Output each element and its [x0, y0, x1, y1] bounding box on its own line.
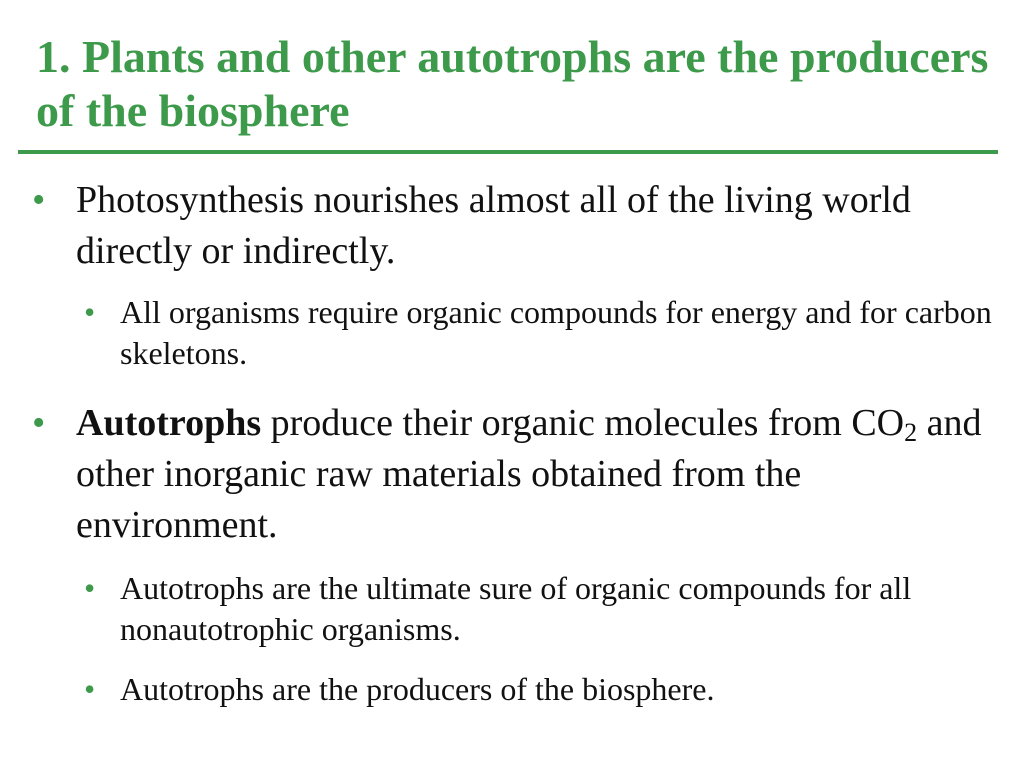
bold-term: Autotrophs	[76, 402, 262, 444]
bullet-marker: •	[32, 402, 46, 444]
sub-bullet-item	[84, 292, 1000, 374]
subscript: 2	[904, 418, 918, 447]
bullet-text: All organisms require organic compounds for energy and for carbon skeletons.	[120, 294, 992, 371]
bullet-item	[32, 175, 1006, 277]
bullet-marker: •	[84, 294, 96, 330]
bullet-text: Autotrophs are the producers of the biosphere.	[120, 671, 715, 707]
bullet-marker: •	[32, 179, 46, 221]
bullet-marker: •	[84, 570, 96, 606]
bullet-text-part: and other inorganic raw materials obtained from the environment.	[76, 402, 982, 546]
bullet-text: Photosynthesis nourishes almost all of the living world directly or indirectly.	[76, 179, 911, 272]
bullet-text-part: produce their organic molecules from CO	[261, 402, 905, 444]
slide-title: 1. Plants and other autotrophs are the producers of the biosphere	[36, 31, 989, 136]
sub-bullet-item	[84, 568, 1000, 650]
title-underline	[18, 150, 998, 154]
sub-bullet-item	[84, 669, 1000, 710]
bullet-item	[32, 398, 1006, 551]
bullet-text: Autotrophs are the ultimate sure of organic compounds for all nonautotrophic organisms.	[120, 570, 912, 647]
bullet-marker: •	[84, 671, 96, 707]
